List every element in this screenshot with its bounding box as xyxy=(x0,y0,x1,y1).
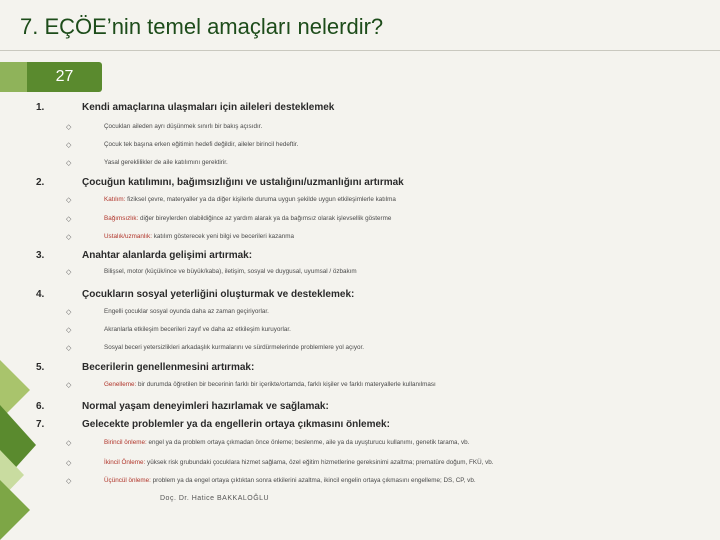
section-number: 7. xyxy=(36,419,45,430)
list-item-text xyxy=(104,326,291,333)
slide-title: 7. EÇÖE’nin temel amaçları nelerdir? xyxy=(20,14,384,39)
hollow-diamond-icon: ◇ xyxy=(66,327,72,334)
section-heading-text: Kendi amaçlarına ulaşmaları için aileleri desteklemek xyxy=(82,102,335,113)
section-heading-text: Gelecekte problemler ya da engellerin ortaya çıkmasını önlemek: xyxy=(82,419,390,430)
list-item-body: problem ya da engel ortaya çıktıktan sonra etkilerini azaltma, ikincil engelin ortaya çıkmasını engelleme; DS, CP, vb. xyxy=(150,477,476,484)
hollow-diamond-icon: ◇ xyxy=(66,309,72,316)
section-heading-text: Çocukların sosyal yeterliğini oluşturmak ve desteklemek: xyxy=(82,289,355,300)
section-number: 5. xyxy=(36,362,45,373)
section-number: 1. xyxy=(36,102,45,113)
list-item-body: Engelli çocuklar sosyal oyunda daha az zaman geçiriyorlar. xyxy=(104,308,269,315)
list-item-body: Yasal gereklilikler de aile katılımını gerektirir. xyxy=(104,159,228,166)
list-item-text xyxy=(104,196,396,203)
section-number: 4. xyxy=(36,289,45,300)
hollow-diamond-icon: ◇ xyxy=(66,160,72,167)
list-item-text xyxy=(104,381,436,388)
section-number: 6. xyxy=(36,401,45,412)
hollow-diamond-icon: ◇ xyxy=(66,382,72,389)
list-item-text xyxy=(104,439,469,446)
list-item-text xyxy=(104,477,476,484)
list-item-lead: Üçüncül önleme: xyxy=(104,477,151,484)
list-item-text xyxy=(104,123,262,130)
list-item-lead: Birincil önleme: xyxy=(104,439,147,446)
hollow-diamond-icon: ◇ xyxy=(66,234,72,241)
hollow-diamond-icon: ◇ xyxy=(66,142,72,149)
section-number: 2. xyxy=(36,177,45,188)
hollow-diamond-icon: ◇ xyxy=(66,197,72,204)
list-item-body: Akranlarla etkileşim becerileri zayıf ve daha az etkileşim kuruyorlar. xyxy=(104,326,291,333)
list-item-lead: Genelleme: xyxy=(104,381,137,388)
hollow-diamond-icon: ◇ xyxy=(66,345,72,352)
list-item-text xyxy=(104,268,357,275)
list-item-body: bir durumda öğretilen bir becerinin farklı bir içerikte/ortamda, farklı kişiler ve farklı materyallerle kullanılması xyxy=(136,381,436,388)
list-item-text xyxy=(104,159,228,166)
list-item-body: yüksek risk grubundaki çocuklara hizmet sağlama, özel eğitim hizmetlerine gereksinimi azaltma; prematüre doğum, FKÜ, vb. xyxy=(145,459,494,466)
list-item-lead: Ustalık/uzmanlık: xyxy=(104,233,152,240)
hollow-diamond-icon: ◇ xyxy=(66,216,72,223)
hollow-diamond-icon: ◇ xyxy=(66,269,72,276)
list-item-text xyxy=(104,308,269,315)
hollow-diamond-icon: ◇ xyxy=(66,440,72,447)
section-heading-text: Normal yaşam deneyimleri hazırlamak ve sağlamak: xyxy=(82,401,329,412)
list-item-body: Sosyal beceri yetersizlikleri arkadaşlık kurmalarını ve sürdürmelerinde problemlere yol açıyor. xyxy=(104,344,365,351)
hollow-diamond-icon: ◇ xyxy=(66,124,72,131)
section-heading-text: Anahtar alanlarda gelişimi artırmak: xyxy=(82,250,253,261)
hollow-diamond-icon: ◇ xyxy=(66,478,72,485)
list-item-text xyxy=(104,344,364,351)
list-item-lead: İkincil Önleme: xyxy=(104,459,146,466)
decorative-triangles xyxy=(0,200,36,540)
list-item-lead: Katılım: xyxy=(104,196,126,203)
slide-number-badge: 27 xyxy=(27,62,102,92)
list-item-body: engel ya da problem ortaya çıkmadan önce önleme; beslenme, aile ya da uyuşturucu kullanımı, genetik tarama, vb. xyxy=(146,439,470,446)
hollow-diamond-icon: ◇ xyxy=(66,460,72,467)
list-item-text xyxy=(104,215,391,222)
list-item-text xyxy=(104,233,294,240)
list-item-text xyxy=(104,141,298,148)
list-item-lead: Bağımsızlık: xyxy=(104,215,139,222)
list-item-body: Çocukları aileden ayrı düşünmek sınırlı bir bakış açısıdır. xyxy=(104,123,263,130)
list-item-body: diğer bireylerden olabildiğince az yardım alarak ya da bağımsız olarak işlevsellik gösterme xyxy=(138,215,392,222)
list-item-text xyxy=(104,459,494,466)
list-item-body: fiziksel çevre, materyaller ya da diğer kişilerle duruma uygun şekilde uygun etkileşimlerle katılma xyxy=(125,196,396,203)
list-item-body: katılım gösterecek yeni bilgi ve becerileri kazanma xyxy=(151,233,295,240)
footer-author: Doç. Dr. Hatice BAKKALOĞLU xyxy=(160,495,270,502)
section-heading-text: Çocuğun katılımını, bağımsızlığını ve ustalığını/uzmanlığını artırmak xyxy=(82,177,404,188)
list-item-body: Bilişsel, motor (küçük/ince ve büyük/kaba), iletişim, sosyal ve duygusal, uyumsal / özbakım xyxy=(104,268,357,275)
list-item-body: Çocuk tek başına erken eğitimin hedefi değildir, aileler birincil hedeftir. xyxy=(104,141,299,148)
section-heading-text: Becerilerin genellenmesini artırmak: xyxy=(82,362,255,373)
section-number: 3. xyxy=(36,250,45,261)
title-divider xyxy=(0,50,720,51)
